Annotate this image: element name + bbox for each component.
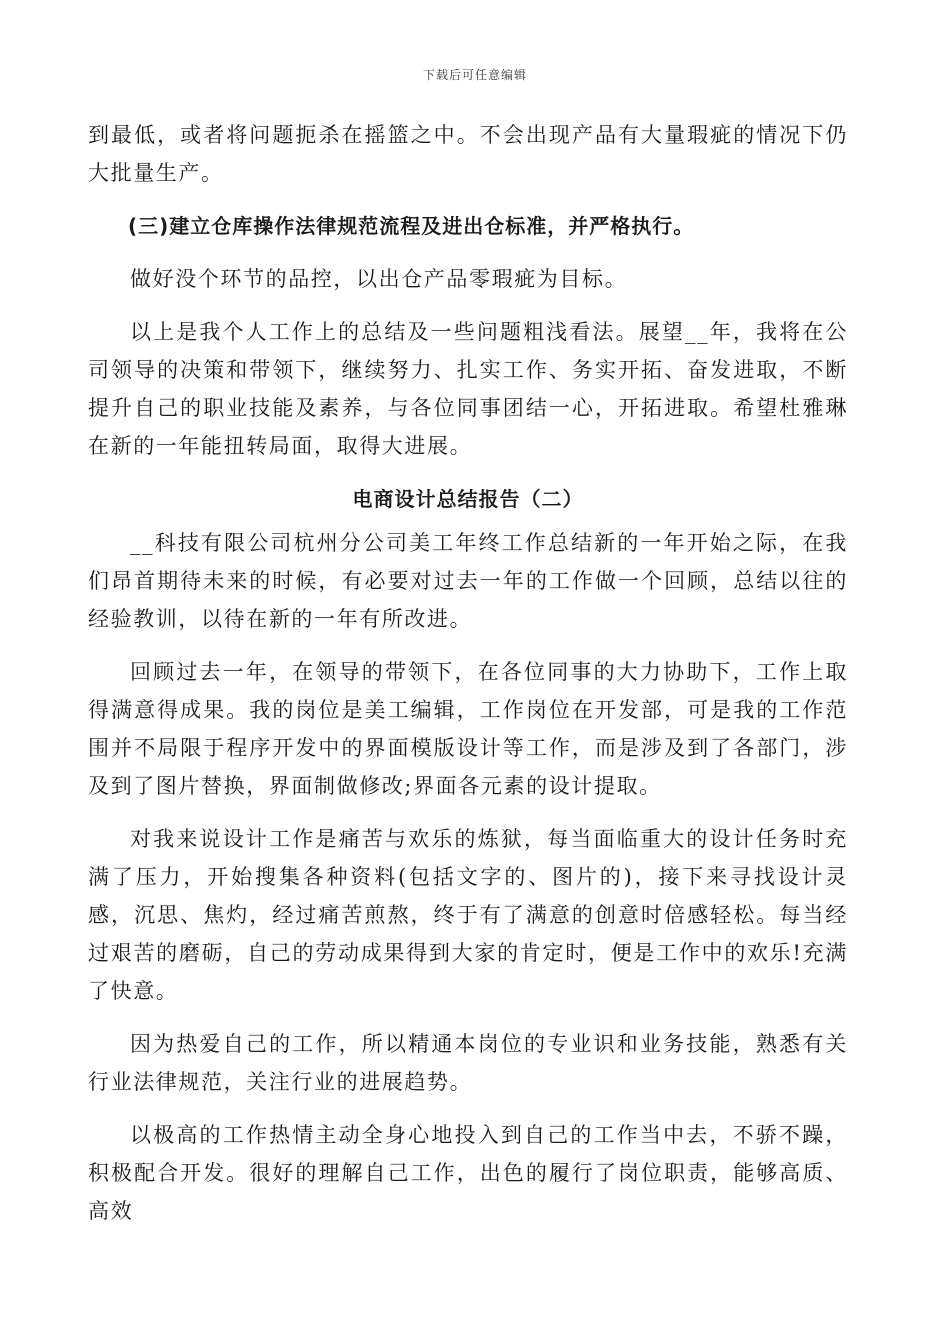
paragraph-review: 回顾过去一年，在领导的带领下，在各位同事的大力协助下，工作上取得满意得成果。我的岗位是美工编辑，工作岗位在开发部，可是我的工作范围并不局限于程序开发中的界面模版设计等工作，而是涉及到了各部门，涉及到了图片替换，界面制做修改;界面各元素的设计提取。 xyxy=(88,660,848,798)
paragraph-quality-control: 做好没个环节的品控，以出仓产品零瑕疵为目标。 xyxy=(130,267,628,291)
paragraph-work-attitude: 以极高的工作热情主动全身心地投入到自己的工作当中去，不骄不躁，积极配合开发。很好的理解自己工作，出色的履行了岗位职责，能够高质、高效 xyxy=(88,1123,848,1223)
paragraph-outlook: 以上是我个人工作上的总结及一些问题粗浅看法。展望__年，我将在公司领导的决策和带领下，继续努力、扎实工作、务实开拓、奋发进取，不断提升自己的职业技能及素养，与各位同事团结一心，开拓进取。希望杜雅琳在新的一年能扭转局面，取得大进展。 xyxy=(88,320,848,458)
paragraph-design-work: 对我来说设计工作是痛苦与欢乐的炼狱，每当面临重大的设计任务时充满了压力，开始搜集各种资料(包括文字的、图片的)，接下来寻找设计灵感，沉思、焦灼，经过痛苦煎熬，终于有了满意的创意时倍感轻松。每当经过艰苦的磨砺，自己的劳动成果得到大家的肯定时，便是工作中的欢乐!充满了快意。 xyxy=(88,827,848,1003)
paragraph-intro: __科技有限公司杭州分公司美工年终工作总结新的一年开始之际，在我们昂首期待未来的时候，有必要对过去一年的工作做一个回顾，总结以往的经验教训，以待在新的一年有所改进。 xyxy=(88,531,848,631)
section-heading-3: (三)建立仓库操作法律规范流程及进出仓标准，并严格执行。 xyxy=(128,214,695,238)
paragraph-professional-skills: 因为热爱自己的工作，所以精通本岗位的专业识和业务技能，熟悉有关行业法律规范，关注行业的进展趋势。 xyxy=(88,1032,848,1094)
report-title: 电商设计总结报告（二） xyxy=(352,487,584,511)
document-body xyxy=(88,116,848,1230)
page-header-note: 下载后可任意编辑 xyxy=(422,68,527,82)
paragraph-continuation: 到最低，或者将问题扼杀在摇篮之中。不会出现产品有大量瑕疵的情况下仍大批量生产。 xyxy=(88,123,848,185)
